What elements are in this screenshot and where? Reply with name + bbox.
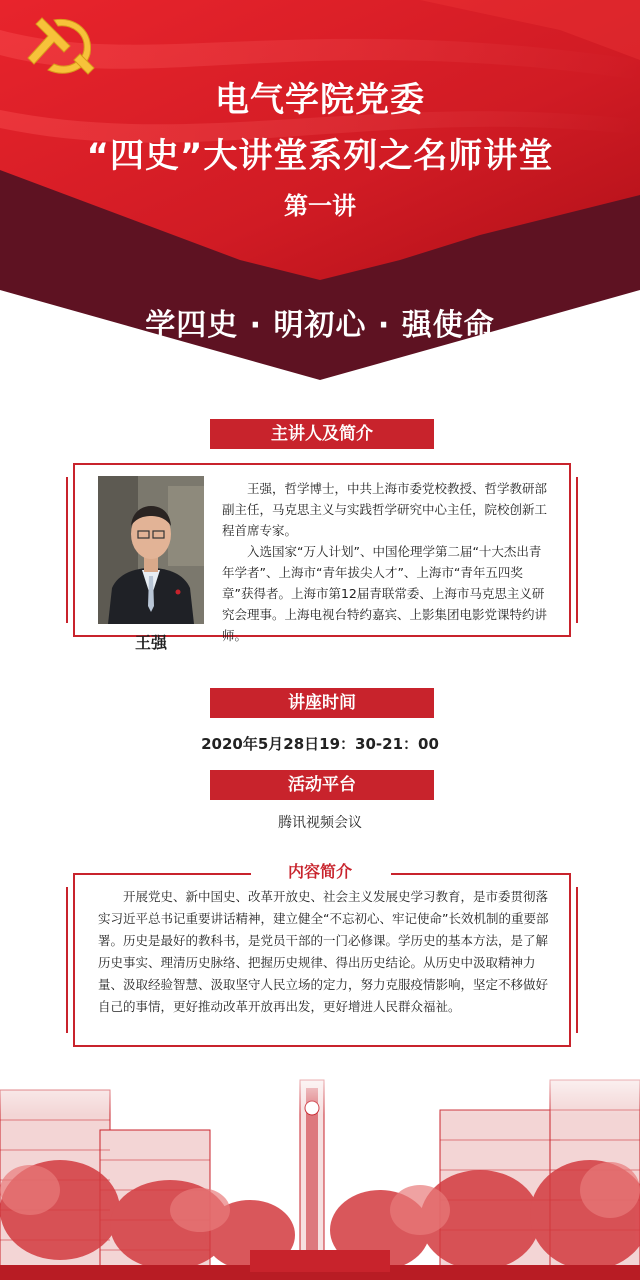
campus-illustration <box>0 1060 640 1280</box>
lecture-time: 2020年5月28日19：30-21：00 <box>201 735 439 753</box>
host-section-heading: 主讲人及简介 <box>210 419 434 449</box>
title-line-1: 电气学院党委 <box>215 80 425 120</box>
platform-name: 腾讯视频会议 <box>278 815 362 831</box>
time-section-heading: 讲座时间 <box>210 688 434 718</box>
host-bio-paragraph-2: 入选国家“万人计划”、中国伦理学第二届“十大杰出青年学者”、上海市“青年拔尖人才”、上海市“青年五四奖章”获得者。上海市第12届青联常委、上海市马克思主义研究会理事。上海电视台特约嘉宾、上影集团电影党课特约讲师。 <box>222 544 548 643</box>
platform-section-heading: 活动平台 <box>210 770 434 800</box>
host-photo <box>98 476 204 624</box>
host-bio-paragraph-1: 王强，哲学博士，中共上海市委党校教授、哲学教研部副主任，马克思主义与实践哲学研究中心主任，院校创新工程首席专家。 <box>222 481 548 538</box>
title-line-2: “四史”大讲堂系列之名师讲堂 <box>86 136 554 176</box>
host-bio <box>222 478 548 646</box>
slogan: 学四史 · 明初心 · 强使命 <box>145 308 495 343</box>
content-section-heading: 内容简介 <box>287 862 352 881</box>
title-line-3: 第一讲 <box>284 192 356 220</box>
content-body: 开展党史、新中国史、改革开放史、社会主义发展史学习教育，是市委贯彻落实习近平总书记重要讲话精神，建立健全“不忘初心、牢记使命”长效机制的重要部署。历史是最好的教科书，是党员干部的一门必修课。学历史的基本方法，是了解历史事实、理清历史脉络、把握历史规律、得出历史结论。从历史中汲取精神力量、汲取经验智慧、汲取坚守人民立场的定力，努力克服疫情影响，坚定不移做好自己的事情，更好推动改革开放再出发，更好增进人民群众福祉。 <box>98 889 549 1014</box>
host-name: 王强 <box>134 633 167 652</box>
